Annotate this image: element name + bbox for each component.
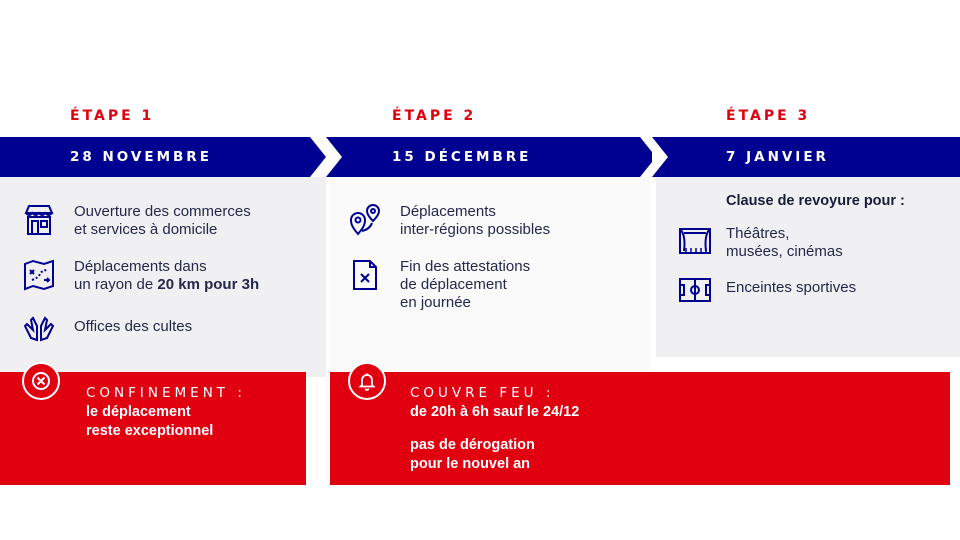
- document-cancel-icon: [348, 258, 382, 292]
- step-3-item-sportives: [678, 273, 856, 307]
- notice-line: pas de dérogation: [410, 437, 535, 453]
- step-1-date: 28 NOVEMBRE: [70, 149, 212, 165]
- item-line: Déplacements: [400, 203, 496, 220]
- item-line: Ouverture des commerces: [74, 203, 251, 220]
- praying-hands-icon: [22, 312, 56, 346]
- item-line-prefix: un rayon de: [74, 276, 158, 293]
- step-3-heading: Clause de revoyure pour :: [726, 193, 905, 209]
- notice-line: de 20h à 6h sauf le 24/12: [410, 404, 580, 420]
- step-2-banner: [326, 137, 652, 177]
- step-2-label: ÉTAPE 2: [392, 108, 477, 124]
- bell-icon: [348, 362, 386, 400]
- theatre-stage-icon: [678, 225, 712, 259]
- storefront-icon: [22, 203, 56, 237]
- item-line: Déplacements dans: [74, 258, 207, 275]
- item-line: de déplacement: [400, 276, 507, 293]
- item-line: Fin des attestations: [400, 258, 531, 275]
- step-1-item-commerce: [22, 203, 251, 239]
- notice-line: le déplacement: [86, 404, 191, 420]
- item-line: musées, cinémas: [726, 243, 843, 260]
- confinement-title: CONFINEMENT :: [86, 385, 246, 401]
- item-line: Offices des cultes: [74, 318, 193, 335]
- step-3-label: ÉTAPE 3: [726, 108, 811, 124]
- step-1-item-deplacement: [22, 258, 259, 294]
- couvre-feu-title: COUVRE FEU :: [410, 385, 555, 401]
- close-circle-icon: [22, 362, 60, 400]
- item-line-bold: 20 km pour 3h: [157, 276, 260, 293]
- step-1-banner: [0, 137, 326, 177]
- map-route-icon: [22, 258, 56, 292]
- step-3-banner: [652, 137, 960, 177]
- step-1-label: ÉTAPE 1: [70, 108, 155, 124]
- step-2-item-interregions: [348, 203, 550, 239]
- step-2-item-attestations: [348, 258, 530, 312]
- item-line: en journée: [400, 294, 471, 311]
- stadium-field-icon: [678, 273, 712, 307]
- step-2-date: 15 DÉCEMBRE: [392, 149, 532, 165]
- notice-line: pour le nouvel an: [410, 456, 531, 472]
- item-line: Enceintes sportives: [726, 279, 857, 296]
- notice-line: reste exceptionnel: [86, 423, 214, 439]
- item-line: Théâtres,: [726, 225, 790, 242]
- item-line: inter-régions possibles: [400, 221, 551, 238]
- step-3-item-theatres: [678, 225, 843, 261]
- item-line: et services à domicile: [74, 221, 218, 238]
- step-3-date: 7 JANVIER: [726, 149, 829, 165]
- step-1-item-cultes: [22, 312, 192, 346]
- map-pins-icon: [348, 203, 382, 237]
